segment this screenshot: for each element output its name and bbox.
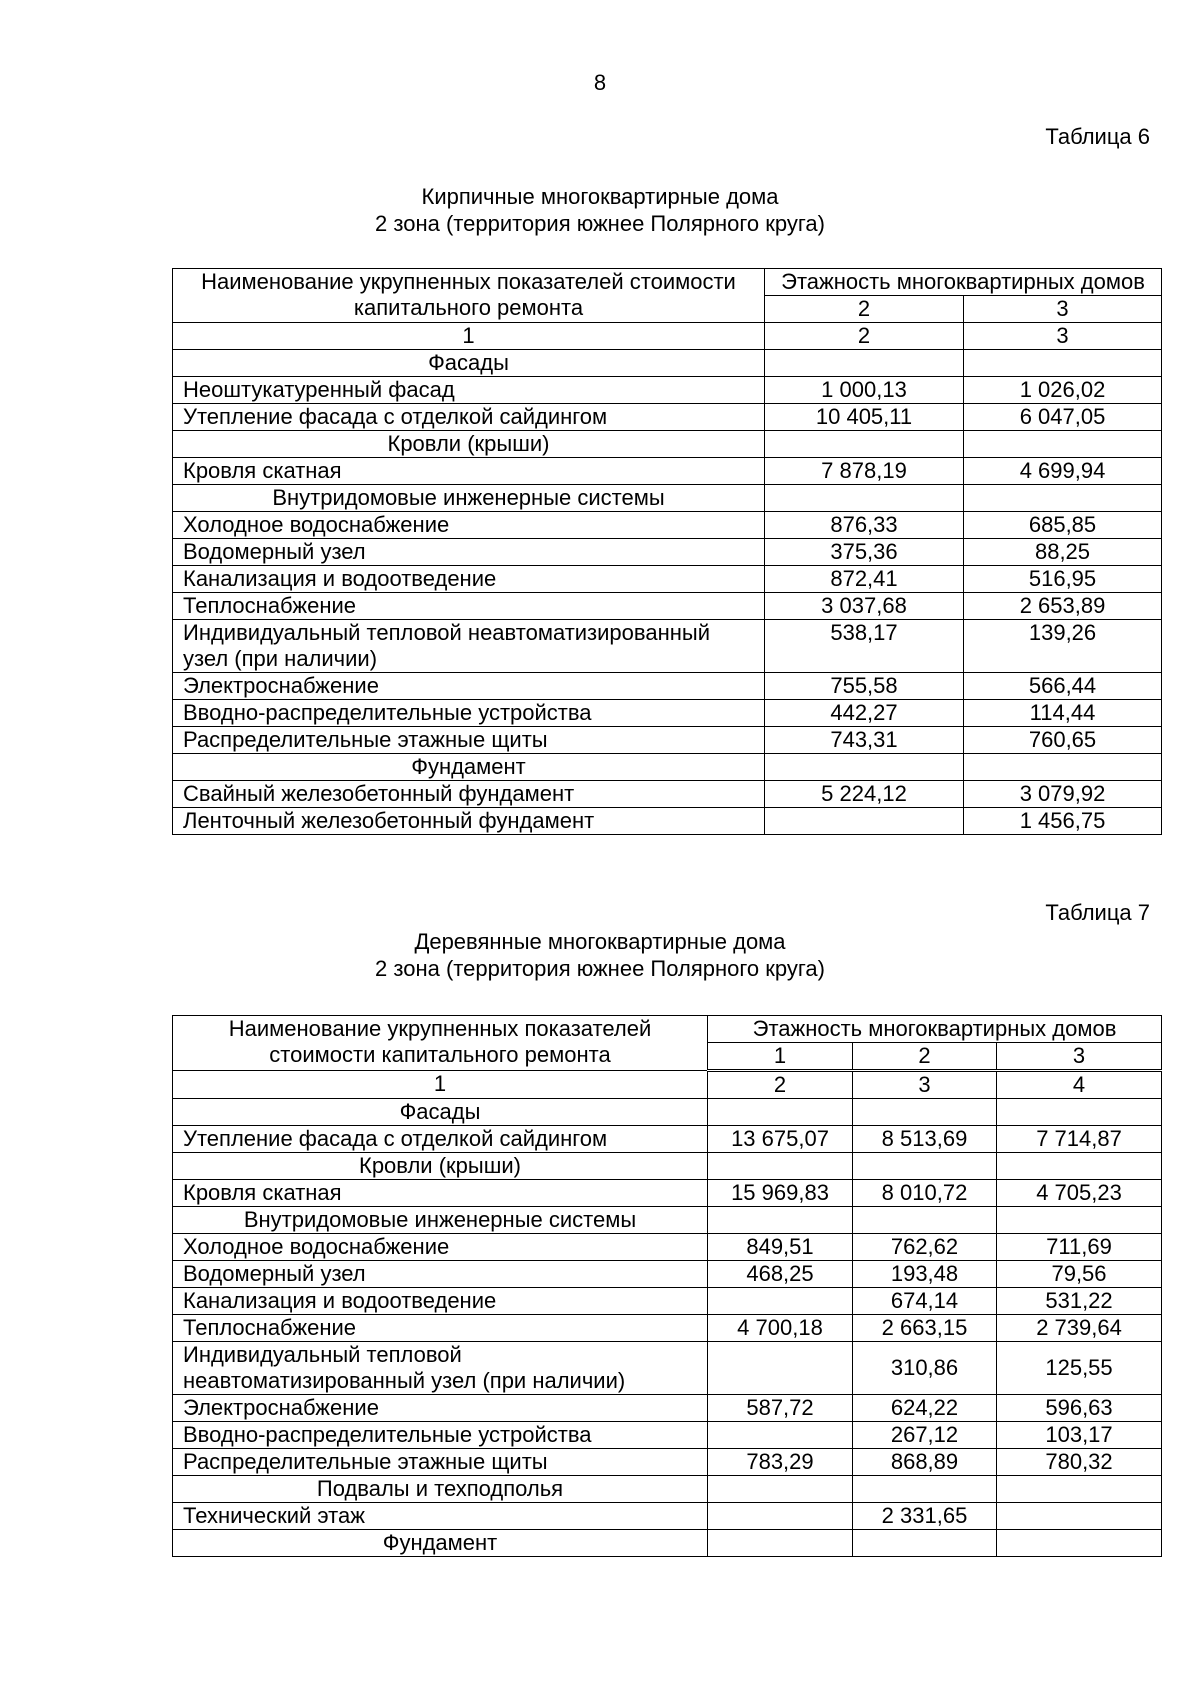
indicator-name: Свайный железобетонный фундамент <box>173 781 765 808</box>
value-cell: 4 705,23 <box>997 1180 1162 1207</box>
value-cell: 13 675,07 <box>708 1126 853 1153</box>
value-cell <box>765 754 964 781</box>
indicator-name: Утепление фасада с отделкой сайдингом <box>173 404 765 431</box>
indicator-name: Теплоснабжение <box>173 1315 708 1342</box>
table7-section-row <box>173 1207 1162 1234</box>
value-cell <box>708 1503 853 1530</box>
table7-row <box>173 1342 1162 1395</box>
indicator-name: Водомерный узел <box>173 1261 708 1288</box>
value-cell: 310,86 <box>853 1342 997 1395</box>
value-cell: 685,85 <box>964 512 1162 539</box>
table7-col-number: 3 <box>853 1071 997 1099</box>
page-number: 8 <box>593 70 607 95</box>
value-cell <box>708 1530 853 1557</box>
indicator-name: Холодное водоснабжение <box>173 512 765 539</box>
value-cell: 743,31 <box>765 727 964 754</box>
value-cell: 79,56 <box>997 1261 1162 1288</box>
table6-row <box>173 620 1162 673</box>
indicator-name: Технический этаж <box>173 1503 708 1530</box>
table7-title-line2: 2 зона (территория южнее Полярного круга) <box>375 956 825 981</box>
value-cell: 10 405,11 <box>765 404 964 431</box>
table6-row <box>173 673 1162 700</box>
value-cell <box>853 1153 997 1180</box>
value-cell: 139,26 <box>964 620 1162 673</box>
value-cell: 193,48 <box>853 1261 997 1288</box>
table6-row <box>173 781 1162 808</box>
value-cell <box>708 1422 853 1449</box>
section-title: Фасады <box>173 350 765 377</box>
value-cell <box>708 1476 853 1503</box>
value-cell: 4 700,18 <box>708 1315 853 1342</box>
indicator-name: Теплоснабжение <box>173 593 765 620</box>
value-cell: 783,29 <box>708 1449 853 1476</box>
value-cell <box>708 1099 853 1126</box>
table7-section-row <box>173 1476 1162 1503</box>
indicator-name: Ленточный железобетонный фундамент <box>173 808 765 835</box>
value-cell: 624,22 <box>853 1395 997 1422</box>
value-cell: 114,44 <box>964 700 1162 727</box>
table7-title-line1: Деревянные многоквартирные дома <box>414 929 786 954</box>
table6-title-line2: 2 зона (территория южнее Полярного круга) <box>375 211 825 236</box>
value-cell: 2 653,89 <box>964 593 1162 620</box>
table7-row <box>173 1315 1162 1342</box>
value-cell: 868,89 <box>853 1449 997 1476</box>
value-cell: 876,33 <box>765 512 964 539</box>
table7-col-number: 2 <box>708 1071 853 1099</box>
table6-section-row <box>173 350 1162 377</box>
table6-row <box>173 377 1162 404</box>
value-cell: 849,51 <box>708 1234 853 1261</box>
indicator-name: Кровля скатная <box>173 458 765 485</box>
table6-body <box>173 350 1162 835</box>
table6-header-name: Наименование укрупненных показателей стоимости капитального ремонта <box>173 269 765 323</box>
indicator-name: Канализация и водоотведение <box>173 566 765 593</box>
indicator-name: Кровля скатная <box>173 1180 708 1207</box>
indicator-name: Распределительные этажные щиты <box>173 1449 708 1476</box>
table7-row <box>173 1503 1162 1530</box>
section-title: Подвалы и техподполья <box>173 1476 708 1503</box>
table6 <box>172 268 1162 835</box>
value-cell: 566,44 <box>964 673 1162 700</box>
section-title: Внутридомовые инженерные системы <box>173 1207 708 1234</box>
table7 <box>172 1015 1162 1557</box>
value-cell: 4 699,94 <box>964 458 1162 485</box>
table6-row <box>173 458 1162 485</box>
value-cell <box>853 1099 997 1126</box>
table7-header-floors: Этажность многоквартирных домов <box>708 1016 1162 1043</box>
table7-body <box>173 1099 1162 1557</box>
table6-header-floors: Этажность многоквартирных домов <box>765 269 1162 296</box>
value-cell: 2 663,15 <box>853 1315 997 1342</box>
table6-row <box>173 808 1162 835</box>
table6-row <box>173 700 1162 727</box>
value-cell <box>765 808 964 835</box>
table6-section-row <box>173 485 1162 512</box>
table7-section-row <box>173 1153 1162 1180</box>
value-cell <box>853 1476 997 1503</box>
table6-floor-col: 2 <box>765 296 964 323</box>
table6-title-line1: Кирпичные многоквартирные дома <box>421 184 779 209</box>
table7-label: Таблица 7 <box>1045 900 1150 925</box>
value-cell <box>964 431 1162 458</box>
indicator-name: Электроснабжение <box>173 673 765 700</box>
value-cell: 468,25 <box>708 1261 853 1288</box>
indicator-name: Канализация и водоотведение <box>173 1288 708 1315</box>
value-cell <box>997 1207 1162 1234</box>
section-title: Фундамент <box>173 754 765 781</box>
table6-row <box>173 727 1162 754</box>
table6-row <box>173 539 1162 566</box>
value-cell: 8 513,69 <box>853 1126 997 1153</box>
value-cell <box>765 431 964 458</box>
value-cell: 7 714,87 <box>997 1126 1162 1153</box>
value-cell: 2 331,65 <box>853 1503 997 1530</box>
table6-col-number: 3 <box>964 323 1162 350</box>
indicator-name: Холодное водоснабжение <box>173 1234 708 1261</box>
indicator-name: Неоштукатуренный фасад <box>173 377 765 404</box>
table7-row <box>173 1422 1162 1449</box>
value-cell <box>765 485 964 512</box>
value-cell: 596,63 <box>997 1395 1162 1422</box>
value-cell <box>708 1288 853 1315</box>
value-cell <box>708 1207 853 1234</box>
value-cell: 711,69 <box>997 1234 1162 1261</box>
value-cell <box>997 1503 1162 1530</box>
value-cell: 1 456,75 <box>964 808 1162 835</box>
value-cell: 587,72 <box>708 1395 853 1422</box>
table6-row <box>173 593 1162 620</box>
value-cell <box>997 1099 1162 1126</box>
table6-col-number: 1 <box>173 323 765 350</box>
value-cell: 3 037,68 <box>765 593 964 620</box>
indicator-name: Вводно-распределительные устройства <box>173 700 765 727</box>
table7-row <box>173 1234 1162 1261</box>
indicator-name: Утепление фасада с отделкой сайдингом <box>173 1126 708 1153</box>
value-cell: 125,55 <box>997 1342 1162 1395</box>
section-title: Кровли (крыши) <box>173 431 765 458</box>
table7-row <box>173 1395 1162 1422</box>
table7-section-row <box>173 1530 1162 1557</box>
table7-floor-col: 3 <box>997 1043 1162 1071</box>
table6-section-row <box>173 431 1162 458</box>
value-cell: 15 969,83 <box>708 1180 853 1207</box>
value-cell: 516,95 <box>964 566 1162 593</box>
value-cell: 1 026,02 <box>964 377 1162 404</box>
value-cell <box>853 1207 997 1234</box>
value-cell <box>853 1530 997 1557</box>
value-cell: 872,41 <box>765 566 964 593</box>
value-cell <box>964 754 1162 781</box>
indicator-name: Индивидуальный тепловой неавтоматизированный узел (при наличии) <box>173 1342 708 1395</box>
value-cell <box>964 485 1162 512</box>
value-cell: 103,17 <box>997 1422 1162 1449</box>
table7-header-name: Наименование укрупненных показателей стоимости капитального ремонта <box>173 1016 708 1071</box>
section-title: Фасады <box>173 1099 708 1126</box>
table6-col-number: 2 <box>765 323 964 350</box>
table7-floor-col: 1 <box>708 1043 853 1071</box>
indicator-name: Водомерный узел <box>173 539 765 566</box>
table7-floor-col: 2 <box>853 1043 997 1071</box>
table7-row <box>173 1180 1162 1207</box>
table6-row <box>173 566 1162 593</box>
value-cell: 267,12 <box>853 1422 997 1449</box>
value-cell <box>765 350 964 377</box>
table7-row <box>173 1288 1162 1315</box>
indicator-name: Вводно-распределительные устройства <box>173 1422 708 1449</box>
value-cell <box>708 1342 853 1395</box>
value-cell <box>997 1476 1162 1503</box>
table7-row <box>173 1126 1162 1153</box>
value-cell <box>997 1530 1162 1557</box>
table7-section-row <box>173 1099 1162 1126</box>
value-cell <box>997 1153 1162 1180</box>
table7-col-number: 4 <box>997 1071 1162 1099</box>
value-cell: 88,25 <box>964 539 1162 566</box>
value-cell <box>708 1153 853 1180</box>
table6-row <box>173 404 1162 431</box>
value-cell: 674,14 <box>853 1288 997 1315</box>
value-cell: 1 000,13 <box>765 377 964 404</box>
value-cell <box>964 350 1162 377</box>
table6-floor-col: 3 <box>964 296 1162 323</box>
value-cell: 6 047,05 <box>964 404 1162 431</box>
value-cell: 442,27 <box>765 700 964 727</box>
table6-label: Таблица 6 <box>1045 124 1150 149</box>
value-cell: 8 010,72 <box>853 1180 997 1207</box>
value-cell: 762,62 <box>853 1234 997 1261</box>
table6-row <box>173 512 1162 539</box>
value-cell: 760,65 <box>964 727 1162 754</box>
value-cell: 531,22 <box>997 1288 1162 1315</box>
value-cell: 2 739,64 <box>997 1315 1162 1342</box>
section-title: Внутридомовые инженерные системы <box>173 485 765 512</box>
value-cell: 3 079,92 <box>964 781 1162 808</box>
indicator-name: Электроснабжение <box>173 1395 708 1422</box>
value-cell: 538,17 <box>765 620 964 673</box>
indicator-name: Распределительные этажные щиты <box>173 727 765 754</box>
indicator-name: Индивидуальный тепловой неавтоматизированный узел (при наличии) <box>173 620 765 673</box>
table6-section-row <box>173 754 1162 781</box>
section-title: Кровли (крыши) <box>173 1153 708 1180</box>
table7-col-number: 1 <box>173 1071 708 1099</box>
value-cell: 375,36 <box>765 539 964 566</box>
value-cell: 7 878,19 <box>765 458 964 485</box>
table7-row <box>173 1449 1162 1476</box>
section-title: Фундамент <box>173 1530 708 1557</box>
value-cell: 755,58 <box>765 673 964 700</box>
value-cell: 5 224,12 <box>765 781 964 808</box>
value-cell: 780,32 <box>997 1449 1162 1476</box>
table7-row <box>173 1261 1162 1288</box>
